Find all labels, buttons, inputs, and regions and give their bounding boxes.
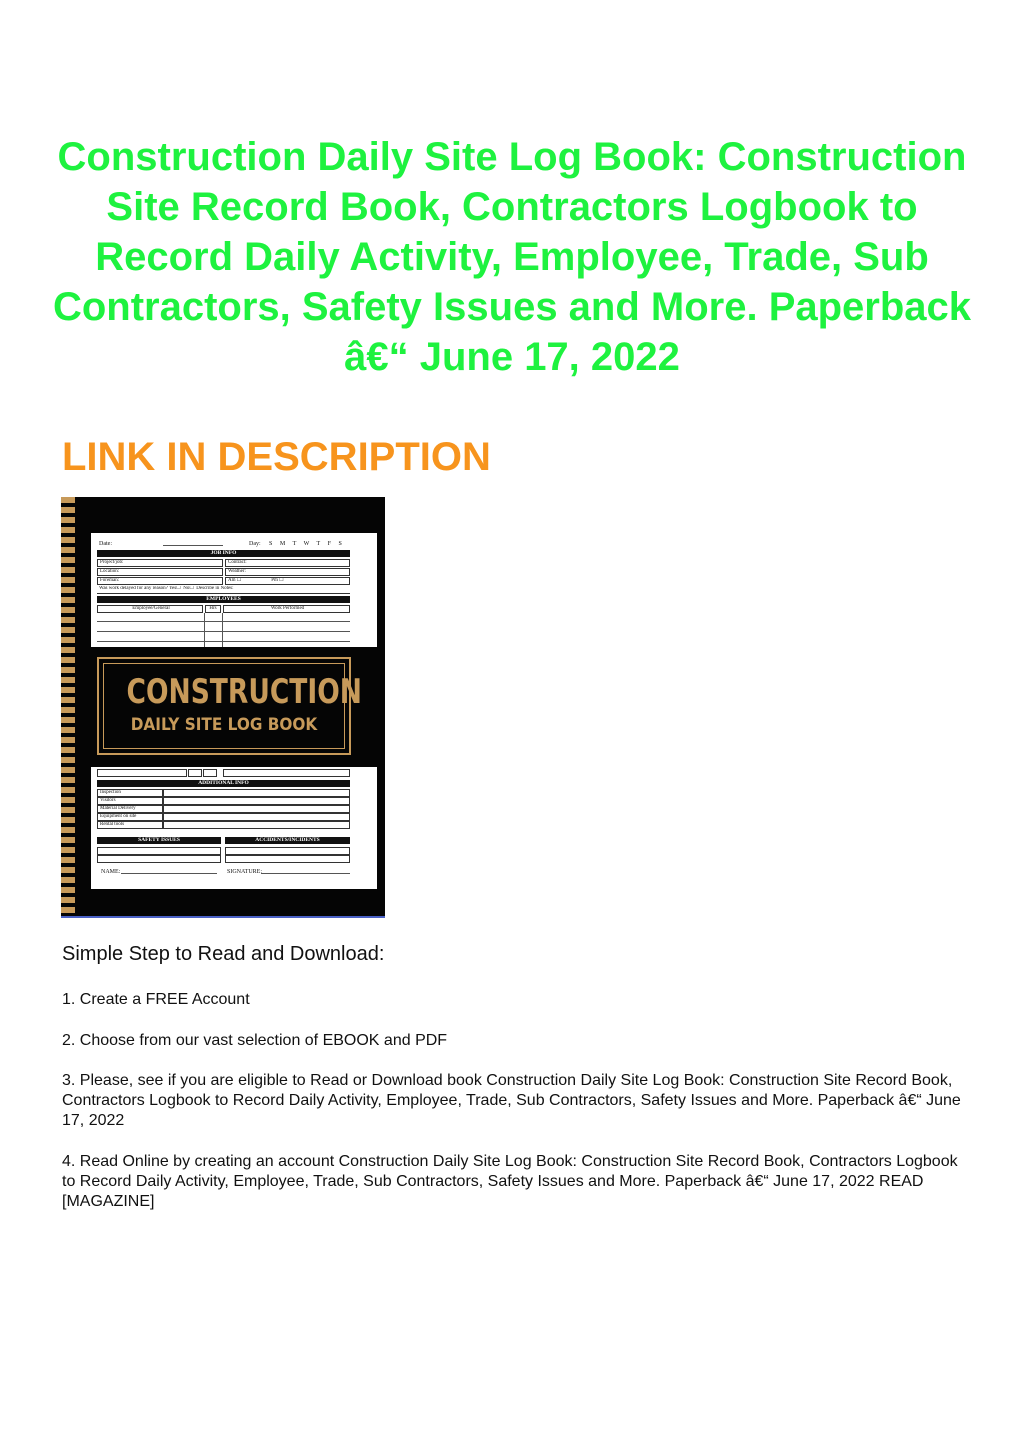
material-delivery-cell: Material Delivery [97,805,163,813]
weather-cell: Weather: [225,568,350,576]
delay-row: Was work delayed for any reason? Yes☐ No☐ Describe in Notes: [97,586,350,594]
steps-heading: Simple Step to Read and Download: [62,943,385,965]
table-divider [222,613,223,647]
additional-info-bar: ADDITIONAL INFO [97,780,350,787]
table-line [97,641,350,642]
rental-tools-cell: Rental tools [97,821,163,829]
work-performed-header: Work Performed [223,605,350,613]
safety-issues-bar: SAFETY ISSUES [97,837,221,844]
contract-cell: Contract: [225,559,350,567]
blank-cell [163,789,350,797]
blank-cell [97,847,221,855]
employees-bar: EMPLOYEES [97,596,350,603]
date-label: Date: [99,541,112,547]
name-label: NAME: [101,869,121,875]
blank-cell [163,805,350,813]
step-2: 2. Choose from our vast selection of EBOOK and PDF [62,1032,448,1049]
cover-bottom-line [61,916,385,918]
spiral-binding [61,497,75,918]
cover-banner [97,657,363,755]
location-cell: Location: [97,568,223,576]
log-sheet-bottom [91,767,377,889]
employee-general-header: Employee/General [97,605,203,613]
am-pm-cell: Am ☐ Pm ☐ [225,577,350,585]
blank-cell [223,769,350,777]
signature-line [261,873,350,880]
equipment-cell: Equipment on site [97,813,163,821]
blank-cell [188,769,202,777]
job-info-bar: JOB INFO [97,550,350,557]
inspection-cell: Inspection [97,789,163,797]
link-heading[interactable]: LINK IN DESCRIPTION [62,435,491,479]
foreman-cell: Foreman: [97,577,223,585]
step-4: 4. Read Online by creating an account Construction Daily Site Log Book: Construction Site Record Book, Contractors Logbook to Record Daily Activity, Employee, Trade, Sub Contractors, Safety Issues and More. Paperback â€“ June 17, 2022 READ [MAGAZINE] [62,1153,958,1210]
hrs-header: Hrs [205,605,221,613]
blank-cell [97,769,187,777]
day-label: Day: [249,541,261,547]
project-job-cell: Project/job: [97,559,223,567]
name-line [121,873,217,880]
table-divider [204,613,205,647]
blank-cell [225,847,350,855]
signature-label: SIGNATURE: [227,869,263,875]
table-line [97,631,350,632]
blank-cell [203,769,217,777]
blank-cell [97,855,221,863]
step-3: 3. Please, see if you are eligible to Read or Download book Construction Daily Site Log Book: Construction Site Record Book, Contractors Logbook to Record Daily Activity, Employee, Trade, Sub Contractors, Safety Issues and More. Paperback â€“ June 17, 2022 [62,1072,961,1129]
accidents-bar: ACCIDENTS/INCIDENTS [225,837,350,844]
visitors-cell: Visitors [97,797,163,805]
blank-cell [163,813,350,821]
book-title: Construction Daily Site Log Book: Construction Site Record Book, Contractors Logbook to Record Daily Activity, Employee, Trade, Sub Contractors, Safety Issues and More. Paperback â€“ June 17, 2022 [52,135,972,379]
blank-cell [225,855,350,863]
blank-cell [163,797,350,805]
table-line [97,621,350,622]
banner-subtitle: DAILY SITE LOG BOOK [130,715,318,735]
banner-title: CONSTRUCTION [126,672,363,712]
step-1: 1. Create a FREE Account [62,991,250,1008]
book-cover-image [61,497,385,918]
blank-cell [163,821,350,829]
day-letters: S M T W T F S [269,541,342,547]
log-sheet-top [91,533,377,647]
